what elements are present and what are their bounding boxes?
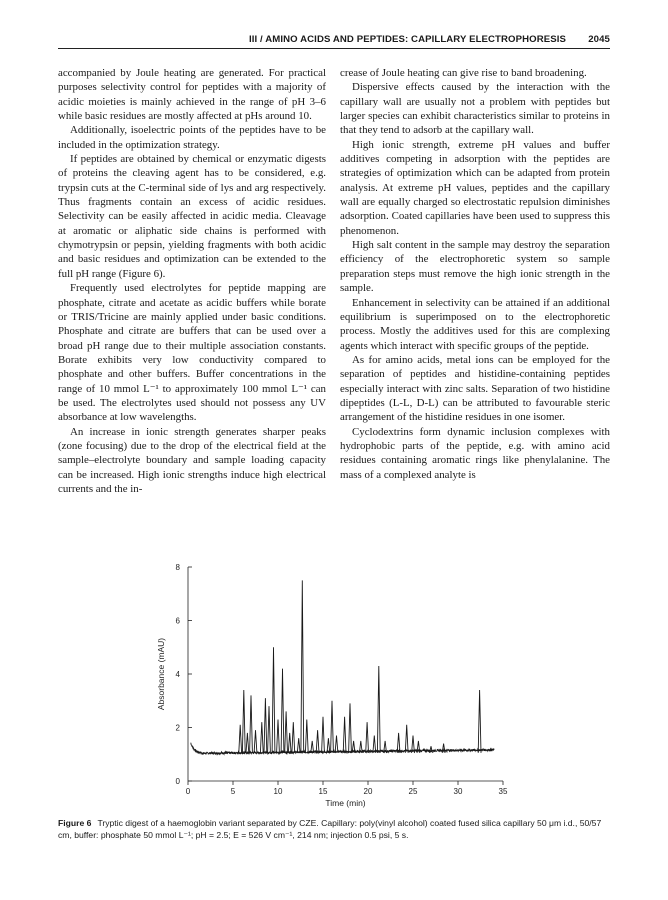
peak [292,722,295,753]
paragraph: As for amino acids, metal ions can be employed for the separation of peptides and histidine-containing peptides especially interact with zinc salts. Separation of two histidine dipeptides (L-L, D-L) can be attributed to favourable steric arrangement of the histidine residues in one isomer. [340,353,610,424]
peak [297,738,300,753]
peak [264,698,267,753]
y-tick-label: 8 [175,563,180,572]
peak [305,719,308,752]
peak [343,717,346,753]
peak [331,701,334,753]
peak [349,703,352,752]
y-tick-label: 6 [175,616,180,626]
x-tick-label: 10 [273,787,283,796]
electropherogram-figure [150,555,520,808]
peak [335,736,338,753]
paragraph: Cyclodextrins form dynamic inclusion complexes with hydrophobic parts of the peptide, e.g. with amino acid residues containing aromatic rings like phenylalanine. The mass of a complexed analyte is [340,425,610,481]
y-axis-label: Absorbance (mAU) [156,637,166,711]
peak [322,717,325,753]
x-axis-label: Time (min) [325,798,366,808]
peak [242,690,245,753]
x-tick-label: 5 [230,787,236,796]
peak [268,706,271,753]
peak [281,669,284,753]
peak [478,690,481,753]
x-tick-label: 20 [363,787,373,796]
x-tick-label: 25 [408,787,418,796]
paragraph: If peptides are obtained by chemical or enzymatic digests of proteins the cleaving agent has to be considered, e.g. trypsin cuts at the C-terminal side of lys and arg respectively. Thus fragments contain an excess of acidic residues. Selectivity can be easily affected in acidic media. Cleavage at aromatic or aliphatic side chains is performed with chymotrypsin or pepsin, yielding fragments with both acidic and basic residues and optimization can be extended to the full pH range (Figure 6). [58,153,326,280]
y-tick-label: 4 [175,670,180,679]
paragraph: Enhancement in selectivity can be attained if an additional equilibrium is superimposed on to the electrophoretic process. Mostly the additives used for this are complexing agents which interact with specific groups of the peptide. [340,296,610,352]
peak [272,647,275,753]
page-number: 2045 [588,34,610,45]
paragraph: Frequently used electrolytes for peptide mapping are phosphate, citrate and acetate as acidic buffers while borate or TRIS/Tricine are mainly applied under basic conditions. Phosphate and citrate are buffers that can be used over a broad pH range due to their multiple association constants. Borate exhibits very low conductivity compared to phosphate and other buffers. Buffer concentrations in the range of 10 mmol L⁻¹ to approximately 100 mmol L⁻¹ can be used. The electrolytes used should not possess any UV absorbance at low wavelengths. [58,282,326,424]
paragraph: An increase in ionic strength generates sharper peaks (zone focusing) due to the drop of the electrical field at the sample–electrolyte boundary and sample loading capacity can be increased. High ionic strengths induce high electrical currents and the in- [58,425,326,495]
peak [373,736,376,753]
figure-caption [58,818,610,842]
peak [285,711,288,752]
y-tick-label: 0 [175,777,180,786]
peak [405,725,408,753]
y-tick-label: 2 [175,723,180,733]
peak [260,722,263,753]
electropherogram-chart [150,555,520,808]
running-header [58,34,610,49]
peak [366,722,369,753]
peak [277,719,280,752]
x-tick-label: 35 [498,787,508,796]
signal-trace [191,743,494,755]
peak [254,730,257,753]
right-column [340,66,610,482]
caption-text: Tryptic digest of a haemoglobin variant separated by CZE. Capillary: poly(vinyl alcohol) coated fused silica capillary 50 μm i.d., 50/57 cm, buffer: phosphate 50 mmol L⁻¹; pH = 2.5; E = 526 V cm⁻¹, 214 nm; injection 0.5 psi, 5 s. [58,818,602,840]
peak [301,580,304,753]
peak [250,695,253,753]
running-title: III / AMINO ACIDS AND PEPTIDES: CAPILLARY ELECTROPHORESIS [249,34,566,45]
paragraph: Additionally, isoelectric points of the peptides have to be included in the optimization strategy. [58,124,326,151]
peak [316,730,319,753]
peak [288,733,291,753]
peak [377,666,380,753]
peak [327,738,330,753]
paragraph: crease of Joule heating can give rise to band broadening. [340,67,587,79]
left-column [58,66,326,496]
figure-label: Figure 6 [58,818,92,828]
peak [239,725,242,753]
x-tick-label: 30 [453,787,463,796]
peak [397,733,400,753]
paragraph: High ionic strength, extreme pH values and buffer additives competing in adsorption with the peptides are strategies of optimization which can be adapted from protein analysis. At extreme pH values, peptides and the capillary wall are equally charged so electrostatic repulsion diminishes adsorption. Coated capillaries have been used to suppress this phenomenon. [340,138,610,237]
x-tick-label: 15 [318,787,328,796]
paragraph: accompanied by Joule heating are generated. For practical purposes selectivity control for peptides with a majority of acidic moieties is mainly achieved in the range of pH 3–6 while basic residues are mostly affected at pHs around 10. [58,67,326,123]
x-tick-label: 0 [185,787,191,796]
paragraph: Dispersive effects caused by the interaction with the capillary wall are usually not a problem with peptides but larger species can exhibit characteristics similar to proteins in that they tend to adsorb at the capillary wall. [340,81,610,137]
peak [246,733,249,753]
paragraph: High salt content in the sample may destroy the separation efficiency of the electrophoretic system so sample preparation steps must remove the high ionic strength in the sample. [340,239,610,295]
